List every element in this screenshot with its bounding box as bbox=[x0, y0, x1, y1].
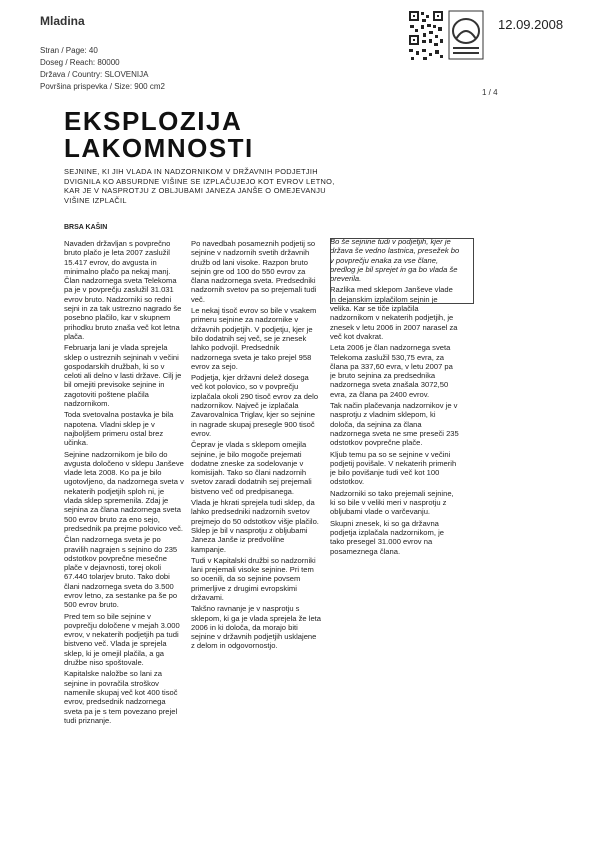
paragraph: Toda svetovalna postavka je bila napotena. Vladni sklep je v najboljšem primeru ostal brez učinka. bbox=[64, 410, 174, 448]
paragraph: Član nadzornega sveta je po pravilih nagrajen s sejnino do 235 odstotkov povprečne mesečne plače v dejavnosti, torej okoli 67.440 tolarjev bruto. Tako dobi člani nadzornega sveta do 3.500 evrov letno, za sestanke pa še po 500 evrov bruto. bbox=[64, 535, 178, 610]
page-counter: 1 / 4 bbox=[482, 88, 498, 97]
paragraph: Razlika med sklepom Janševe vlade in dejanskim izplačilom sejnin je velika. Kar se tiče izplačila nadzornikom v nekaterih podjetjih, je znesek v letu 2006 in 2007 narasel za več kot dvakrat. bbox=[330, 285, 458, 341]
clipping-service-logo bbox=[407, 9, 485, 63]
paragraph: Nadzorniki so tako prejemali sejnine, ki so bile v veliki meri v nasprotju z obljubami vlade o varčevanju. bbox=[330, 488, 454, 517]
publication-name: Mladina bbox=[40, 14, 85, 28]
paragraph: Čeprav je vlada s sklepom omejila sejnine, je bilo mogoče prejemati dodatne zneske za sodelovanje v komisijah. Tako so člani nadzornih svetov zaradi dodatnih sej prejemali bistveno več od predpisanega. bbox=[191, 440, 312, 496]
paragraph: Pred tem so bile sejnine v povprečju določene v mejah 3.000 evrov, v nekaterih podjetjih pa tudi bistveno več. Vlada je sprejela sklep, ki je omejil plačila, a ga družbe niso spoštovale. bbox=[64, 611, 180, 668]
paragraph: Podjetja, kjer državni delež dosega več kot polovico, so v povprečju izplačala okoli 290 tisoč evrov za delo nadzornikov. Največ je izplačala Zavarovalnica Triglav, kjer so sejnine in nagrade skupaj presegle 900 tisoč evrov. bbox=[191, 373, 319, 438]
paragraph: Vlada je hkrati sprejela tudi sklep, da lahko predsedniki nadzornih svetov prejmejo do 50 odstotkov višje plačilo. Sklep je bil v nasprotju z obljubami Janeza Janše iz predvolilne kampanje. bbox=[191, 498, 319, 554]
article-column-1 bbox=[64, 239, 184, 764]
paragraph: Kljub temu pa so se sejnine v večini podjetij povišale. V nekaterih primerih je bilo povišanje tudi več kot 100 odstotkov. bbox=[330, 449, 457, 487]
clipping-metadata bbox=[40, 45, 165, 93]
article-author: BRSA KAŠIN bbox=[64, 224, 108, 231]
article-title bbox=[64, 108, 254, 162]
meta-reach: Doseg / Reach: 80000 bbox=[40, 58, 120, 67]
paragraph: Le nekaj tisoč evrov so bile v vsakem primeru sejnine za nadzornike v državnih podjetjih. V podjetju, kjer je bilo dodatnih sej več, se je znesek lahko podvojil. Predsednik nadzornega sveta je tako prejel 958 evrov za sejo. bbox=[191, 306, 317, 371]
title-line-1: EKSPLOZIJA bbox=[64, 106, 243, 136]
title-line-2: LAKOMNOSTI bbox=[64, 133, 254, 163]
highlight-box bbox=[330, 238, 474, 304]
meta-page: Stran / Page: 40 bbox=[40, 46, 98, 55]
meta-country: Država / Country: SLOVENIJA bbox=[40, 70, 149, 79]
paragraph: Februarja lani je vlada sprejela sklep o ustreznih sejninah v večini gospodarskih družbah, ki so v celoti ali delno v lasti države. Cilj je bil omejiti previsoke sejnine in zagotoviti poštene plačila nadzornikom. bbox=[64, 343, 182, 409]
paragraph: Po navedbah posameznih podjetij so sejnine v nadzornih svetih državnih družb od lani visoke. Razpon bruto sejnin gre od 100 do 550 evrov za člana nadzornega sveta. Predsedniki nadzornih svetov pa so prejemali tudi več. bbox=[191, 239, 317, 304]
paragraph: Takšno ravnanje je v nasprotju s sklepom, ki ga je vlada sprejela že leta 2006 in ki določa, da morajo biti sejnine v državnih podjetjih usklajene z delom in odgovornostjo. bbox=[191, 604, 321, 651]
paragraph: Tudi v Kapitalski družbi so nadzorniki lani prejemali visoke sejnine. Pri tem so ocenili, da so sejnine povsem primerljive z drugimi evropskimi državami. bbox=[191, 555, 316, 602]
paragraph: Sejnine nadzornikom je bilo do avgusta določeno v sklepu Janševe vlade leta 2008. Ko pa je bilo ugotovljeno, da nadzornega sveta v nekaterih podjetjih sploh ni, je vlada sklep spremenila. Zdaj je sejnina za člana nadzornega sveta 500 evrov bruto za eno sejo, predsednik pa prejme polovico več. bbox=[64, 449, 184, 533]
highlight-box-text: Bo še sejnine tudi v podjetjih, kjer je država še vedno lastnica, presežek bo v povprečju enaka za vse člane, predlog je bil sprejet in ga bo vlada še preverila. bbox=[330, 237, 460, 284]
meta-size: Površina prispevka / Size: 900 cm2 bbox=[40, 82, 165, 91]
paragraph: Leta 2006 je član nadzornega sveta Telekoma zaslužil 530,75 evra, za člana pa 337,60 evra, v letu 2007 pa je bruto sejnina za predsednika nadzornega sveta znašala 3072,50 evra, za člana pa 2400 evrov. bbox=[330, 343, 453, 399]
article-column-2 bbox=[191, 239, 321, 764]
paragraph: Navaden državljan s povprečno bruto plačo je leta 2007 zaslužil 15.417 evrov, do avgusta in minimalno plačo pa nekaj manj. Član nadzornega sveta Telekoma pa je v povprečju zaslužil 31.031 evrov bruto. Nadzorniki so redni sejni in za tak ustrezno nagrado še posebno plačilo, kar v skupnem prihodku bruto znaša več kot letna plača. bbox=[64, 239, 182, 341]
paragraph: Skupni znesek, ki so ga državna podjetja izplačala nadzornikom, je tako presegel 31.000 evrov na posameznega člana. bbox=[330, 518, 444, 556]
publication-date: 12.09.2008 bbox=[498, 17, 564, 32]
article-lead: SEJNINE, KI JIH VLADA IN NADZORNIKOM V DRŽAVNIH PODJETJIH DVIGNILA KO ABSURDNE VIŠINE SE IZPLAČUJEJO KOT EVROV LETNO, KAR JE V NASPROTJU Z OBLJUBAMI JANEZA JANŠE O OMEJEVANJU VIŠINE IZPLAČIL bbox=[64, 167, 335, 205]
paragraph: Tak način plačevanja nadzornikov je v nasprotju z vladnim sklepom, ki določa, da sejnina za člana nadzornega sveta ne sme preseči 235 odstotkov povprečne plače. bbox=[330, 401, 459, 448]
paragraph: Kapitalske naložbe so lani za sejnine in povračila stroškov namenile skupaj več kot 400 tisoč evrov, predsednik nadzornega sveta pa je s tem povezano prejel tudi priznanje. bbox=[64, 669, 178, 725]
